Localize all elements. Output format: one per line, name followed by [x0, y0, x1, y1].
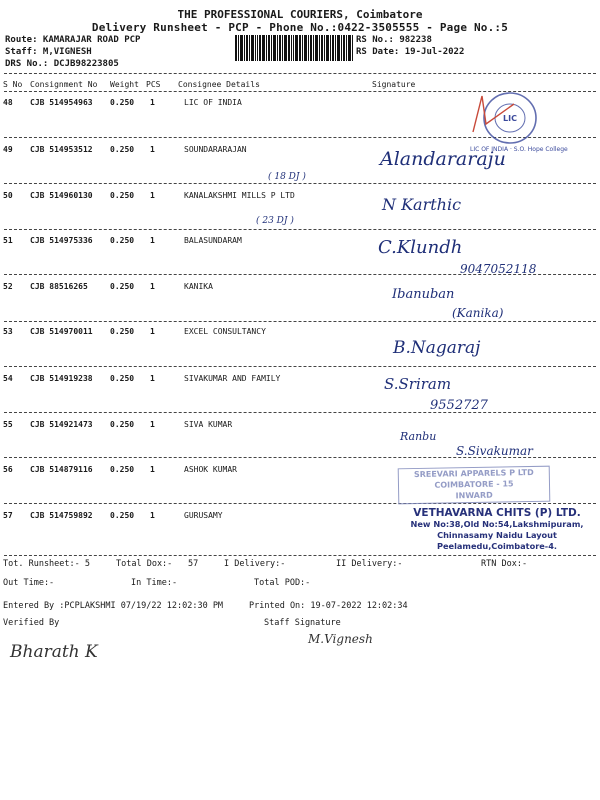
row-pcs: 1 — [150, 374, 155, 383]
row-consignment: CJB 514970011 — [30, 327, 93, 336]
row-weight: 0.250 — [110, 465, 135, 474]
row-consignee: GURUSAMY — [184, 511, 223, 520]
col-consignment: Consignment No — [30, 80, 98, 89]
total-dox-label: Total Dox:- — [116, 559, 173, 569]
row-pcs: 1 — [150, 465, 155, 474]
row-pcs: 1 — [150, 236, 155, 245]
staff-label: Staff: M,VIGNESH — [5, 47, 92, 57]
row-consignee: SIVAKUMAR AND FAMILY — [184, 374, 281, 383]
company-stamp-addr3: Peelamedu,Coimbatore-4. — [436, 541, 557, 551]
company-stamp-addr2: Chinnasamy Naidu Layout — [437, 530, 557, 540]
row-consignment: CJB 514879116 — [30, 465, 93, 474]
i-delivery: I Delivery:- — [224, 559, 286, 569]
row-divider — [4, 366, 596, 367]
signature-row-55: Ranbu — [400, 430, 437, 443]
staff-signature-label: Staff Signature — [264, 618, 341, 628]
row-weight: 0.250 — [110, 420, 135, 429]
signature-row-54: S.Sriram — [384, 375, 452, 393]
row-consignee: SOUNDARARAJAN — [184, 145, 247, 154]
row-sno: 56 — [3, 465, 13, 474]
stamp-line-1: SREEVARI APPARELS P LTD — [413, 467, 534, 480]
col-consignee: Consignee Details — [178, 80, 260, 89]
row-consignment: CJB 88516265 — [30, 282, 88, 291]
company-stamp-addr1: New No:38,Old No:54,Lakshmipuram, — [410, 519, 584, 529]
phone-row-51: 9047052118 — [460, 262, 537, 276]
tot-runsheet: Tot. Runsheet:- 5 — [3, 559, 90, 569]
row-weight: 0.250 — [110, 282, 135, 291]
row-divider — [4, 183, 596, 184]
signature-row-52: Ibanuban — [392, 287, 455, 302]
row-consignee: ASHOK KUMAR — [184, 465, 237, 474]
row-weight: 0.250 — [110, 236, 135, 245]
entered-by: Entered By :PCPLAKSHMI 07/19/22 12:02:30 PM — [3, 601, 224, 611]
row-consignment: CJB 514960130 — [30, 191, 93, 200]
row-divider — [4, 229, 596, 230]
company-title: THE PROFESSIONAL COURIERS, Coimbatore — [177, 8, 423, 21]
vethavarna-company-stamp — [398, 508, 596, 552]
barcode-image — [235, 35, 353, 61]
in-time: In Time:- — [131, 578, 178, 588]
verified-by-label: Verified By — [3, 618, 60, 628]
row-pcs: 1 — [150, 511, 155, 520]
signature-row-49: Alandararaju — [380, 148, 506, 170]
drs-number: DRS No.: DCJB98223805 — [5, 59, 119, 69]
note-row-50: ( 23 DJ ) — [256, 216, 294, 226]
header-top-rule — [4, 73, 596, 74]
row-pcs: 1 — [150, 98, 155, 107]
row-sno: 53 — [3, 327, 13, 336]
footer-rule — [4, 555, 596, 556]
ii-delivery: II Delivery:- — [336, 559, 403, 569]
note-row-49: ( 18 DJ ) — [268, 172, 306, 182]
row-weight: 0.250 — [110, 191, 135, 200]
route-label: Route: KAMARAJAR ROAD PCP — [5, 35, 141, 45]
row-pcs: 1 — [150, 282, 155, 291]
signature-row-53: B.Nagaraj — [393, 338, 481, 358]
signature-row-51: C.Klundh — [378, 237, 463, 258]
runsheet-title: Delivery Runsheet - PCP - Phone No.:0422-3505555 - Page No.:5 — [91, 21, 509, 34]
row-consignee: KANALAKSHMI MILLS P LTD — [184, 191, 295, 200]
row-sno: 57 — [3, 511, 13, 520]
row-sno: 48 — [3, 98, 13, 107]
company-stamp-name: VETHAVARNA CHITS (P) LTD. — [413, 507, 581, 519]
row-sno: 54 — [3, 374, 13, 383]
row-sno: 52 — [3, 282, 13, 291]
rs-number: RS No.: 982238 — [356, 35, 432, 45]
sreevari-inward-stamp — [398, 466, 551, 505]
row-pcs: 1 — [150, 420, 155, 429]
row-weight: 0.250 — [110, 327, 135, 336]
row-weight: 0.250 — [110, 511, 135, 520]
row-consignment: CJB 514759892 — [30, 511, 93, 520]
out-time: Out Time:- — [3, 578, 55, 588]
row-weight: 0.250 — [110, 98, 135, 107]
row-divider — [4, 412, 596, 413]
row-sno: 50 — [3, 191, 13, 200]
row-pcs: 1 — [150, 191, 155, 200]
rtn-dox: RTN Dox:- — [481, 559, 528, 569]
row-sno: 51 — [3, 236, 13, 245]
col-signature: Signature — [372, 80, 416, 89]
row-consignment: CJB 514953512 — [30, 145, 93, 154]
row-weight: 0.250 — [110, 374, 135, 383]
row-consignee: LIC OF INDIA — [184, 98, 242, 107]
row-divider — [4, 321, 596, 322]
row-consignment: CJB 514954963 — [30, 98, 93, 107]
col-weight: Weight — [110, 80, 139, 89]
seal-center-text: LIC — [503, 114, 517, 123]
row-consignee: KANIKA — [184, 282, 213, 291]
name-row-52: (Kanika) — [452, 306, 504, 320]
row-sno: 55 — [3, 420, 13, 429]
row-pcs: 1 — [150, 327, 155, 336]
stamp-line-2: COIMBATORE - 15 — [434, 479, 514, 490]
row-consignee: EXCEL CONSULTANCY — [184, 327, 266, 336]
col-pcs: PCS — [146, 80, 161, 89]
stamp-line-3: INWARD — [455, 490, 493, 501]
rs-date: RS Date: 19-Jul-2022 — [356, 47, 465, 57]
lic-seal-stamp — [470, 90, 542, 146]
row-consignee: BALASUNDARAM — [184, 236, 242, 245]
verified-signature: Bharath K — [10, 642, 98, 662]
row-consignment: CJB 514921473 — [30, 420, 93, 429]
signature-row-50: N Karthic — [382, 195, 462, 214]
row-divider — [4, 503, 596, 504]
total-dox-value: 57 — [188, 559, 199, 569]
staff-signature: M.Vignesh — [308, 632, 373, 646]
row-consignee: SIVA KUMAR — [184, 420, 233, 429]
phone-row-54: 9552727 — [430, 398, 488, 413]
printed-on: Printed On: 19-07-2022 12:02:34 — [249, 601, 408, 611]
signature-row-55b: S.Sivakumar — [456, 444, 533, 458]
row-pcs: 1 — [150, 145, 155, 154]
row-consignment: CJB 514975336 — [30, 236, 93, 245]
row-sno: 49 — [3, 145, 13, 154]
total-pod: Total POD:- — [254, 578, 311, 588]
seal-caption: LIC OF INDIA · S.O. Hope College — [470, 146, 568, 153]
row-consignment: CJB 514919238 — [30, 374, 93, 383]
row-weight: 0.250 — [110, 145, 135, 154]
col-sno: S No — [3, 80, 23, 89]
